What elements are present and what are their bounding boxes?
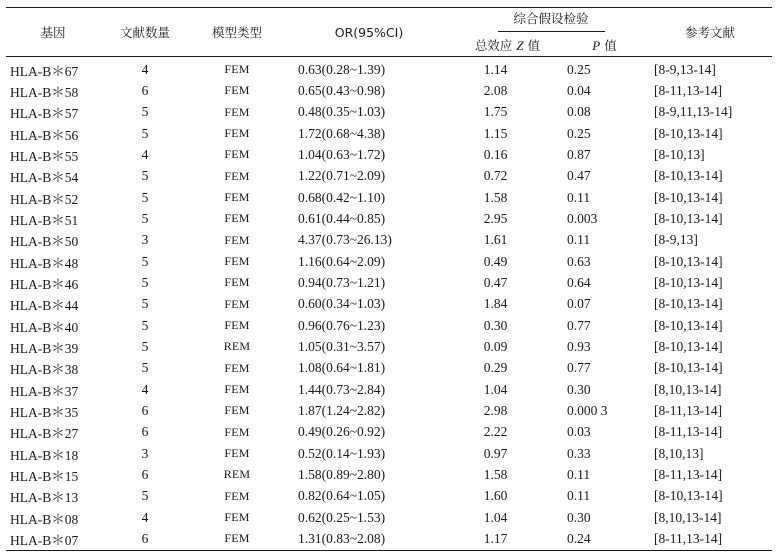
or-ci-cell: 0.68(0.42~1.10) bbox=[298, 189, 386, 205]
gene-cell: HLA-B＊38 bbox=[10, 362, 79, 378]
z-value-cell: 1.15 bbox=[483, 125, 508, 141]
or-ci-cell: 0.60(0.34~1.03) bbox=[298, 296, 386, 312]
model-type-cell: FEM bbox=[224, 424, 250, 439]
references-cell: [8-10,13-14] bbox=[654, 296, 723, 312]
study-count-cell: 4 bbox=[141, 61, 149, 77]
meta-analysis-table bbox=[6, 7, 772, 551]
references-cell: [8-10,13] bbox=[654, 146, 705, 162]
p-value-cell: 0.77 bbox=[567, 317, 591, 333]
z-value-cell: 0.16 bbox=[483, 146, 508, 162]
model-type-cell: FEM bbox=[224, 531, 250, 546]
references-cell: [8-9,13-14] bbox=[654, 61, 716, 77]
z-value-cell: 2.22 bbox=[483, 424, 508, 440]
header-study-count: 文献数量 bbox=[100, 8, 190, 57]
study-count-cell: 6 bbox=[141, 530, 149, 546]
or-ci-cell: 1.22(0.71~2.09) bbox=[298, 168, 386, 184]
references-cell: [8-10,13-14] bbox=[654, 125, 723, 141]
or-ci-cell: 0.82(0.64~1.05) bbox=[298, 488, 386, 504]
study-count-cell: 5 bbox=[141, 210, 149, 226]
p-value-cell: 0.87 bbox=[567, 146, 591, 162]
gene-cell: HLA-B＊35 bbox=[10, 404, 79, 420]
model-type-cell: REM bbox=[223, 467, 251, 482]
study-count-cell: 5 bbox=[141, 189, 149, 205]
gene-cell: HLA-B＊18 bbox=[10, 447, 79, 463]
z-value-cell: 0.47 bbox=[483, 274, 508, 290]
study-count-cell: 6 bbox=[141, 402, 149, 418]
p-value-cell: 0.08 bbox=[567, 104, 591, 120]
study-count-cell: 3 bbox=[141, 445, 149, 461]
gene-cell: HLA-B＊08 bbox=[10, 511, 79, 527]
table-row bbox=[6, 336, 772, 357]
references-cell: [8,10,13] bbox=[654, 445, 704, 461]
table-row bbox=[6, 166, 772, 187]
p-value-cell: 0.000 3 bbox=[567, 402, 608, 418]
gene-cell: HLA-B＊46 bbox=[10, 276, 79, 292]
p-value-cell: 0.24 bbox=[567, 530, 591, 546]
gene-cell: HLA-B＊50 bbox=[10, 234, 79, 250]
table-row bbox=[6, 230, 772, 251]
model-type-cell: FEM bbox=[224, 488, 250, 503]
study-count-cell: 5 bbox=[141, 104, 149, 120]
references-cell: [8-10,13-14] bbox=[654, 210, 723, 226]
model-type-cell: FEM bbox=[224, 296, 250, 311]
or-ci-cell: 0.63(0.28~1.39) bbox=[298, 61, 386, 77]
p-value-cell: 0.30 bbox=[567, 509, 591, 525]
references-cell: [8-10,13-14] bbox=[654, 168, 723, 184]
table-row bbox=[6, 208, 772, 229]
p-value-cell: 0.63 bbox=[567, 253, 591, 269]
gene-cell: HLA-B＊55 bbox=[10, 148, 79, 164]
or-ci-cell: 0.49(0.26~0.92) bbox=[298, 424, 386, 440]
table-row bbox=[6, 272, 772, 293]
z-value-cell: 0.49 bbox=[483, 253, 508, 269]
p-value-cell: 0.47 bbox=[567, 168, 591, 184]
or-ci-cell: 1.44(0.73~2.84) bbox=[298, 381, 386, 397]
references-cell: [8-10,13-14] bbox=[654, 253, 723, 269]
gene-cell: HLA-B＊57 bbox=[10, 106, 79, 122]
table-row bbox=[6, 315, 772, 336]
or-ci-cell: 1.08(0.64~1.81) bbox=[298, 360, 386, 376]
z-value-cell: 1.84 bbox=[483, 296, 508, 312]
p-value-cell: 0.30 bbox=[567, 381, 591, 397]
p-value-cell: 0.11 bbox=[567, 488, 591, 504]
study-count-cell: 5 bbox=[141, 317, 149, 333]
p-value-cell: 0.03 bbox=[567, 424, 591, 440]
p-value-cell: 0.93 bbox=[567, 338, 591, 354]
p-value-cell: 0.64 bbox=[567, 274, 591, 290]
gene-cell: HLA-B＊13 bbox=[10, 490, 79, 506]
study-count-cell: 3 bbox=[141, 232, 149, 248]
references-cell: [8-11,13-14] bbox=[654, 82, 723, 98]
z-value-cell: 1.58 bbox=[483, 466, 508, 482]
z-value-cell: 1.60 bbox=[483, 488, 508, 504]
or-ci-cell: 1.87(1.24~2.82) bbox=[298, 402, 386, 418]
z-value-cell: 1.04 bbox=[483, 381, 508, 397]
z-value-cell: 1.58 bbox=[483, 189, 508, 205]
or-ci-cell: 1.16(0.64~2.09) bbox=[298, 253, 386, 269]
z-value-cell: 0.97 bbox=[483, 445, 508, 461]
table-row bbox=[6, 486, 772, 507]
gene-cell: HLA-B＊58 bbox=[10, 84, 79, 100]
gene-cell: HLA-B＊52 bbox=[10, 191, 79, 207]
study-count-cell: 5 bbox=[141, 296, 149, 312]
model-type-cell: FEM bbox=[224, 254, 250, 269]
p-value-cell: 0.11 bbox=[567, 189, 591, 205]
study-count-cell: 5 bbox=[141, 274, 149, 290]
model-type-cell: REM bbox=[223, 339, 251, 354]
z-value-cell: 2.98 bbox=[483, 402, 508, 418]
table-row bbox=[6, 464, 772, 485]
table-row bbox=[6, 251, 772, 272]
or-ci-cell: 0.94(0.73~1.21) bbox=[298, 274, 386, 290]
references-cell: [8,10,13-14] bbox=[654, 381, 722, 397]
references-cell: [8-10,13-14] bbox=[654, 338, 723, 354]
model-type-cell: FEM bbox=[224, 83, 250, 98]
p-value-cell: 0.33 bbox=[567, 445, 591, 461]
model-type-cell: FEM bbox=[224, 211, 250, 226]
model-type-cell: FEM bbox=[224, 360, 250, 375]
table-row bbox=[6, 144, 772, 165]
header-gene: 基因 bbox=[6, 8, 100, 57]
z-value-cell: 2.08 bbox=[483, 82, 508, 98]
z-value-cell: 1.04 bbox=[483, 509, 508, 525]
p-value-cell: 0.11 bbox=[567, 232, 591, 248]
z-value-cell: 0.09 bbox=[483, 338, 508, 354]
table-row bbox=[6, 528, 772, 550]
references-cell: [8-9,11,13-14] bbox=[654, 104, 733, 120]
z-value-cell: 0.30 bbox=[483, 317, 508, 333]
z-value-cell: 1.61 bbox=[483, 232, 508, 248]
p-value-cell: 0.77 bbox=[567, 360, 591, 376]
references-cell: [8-11,13-14] bbox=[654, 530, 723, 546]
gene-cell: HLA-B＊07 bbox=[10, 532, 79, 548]
study-count-cell: 4 bbox=[141, 146, 149, 162]
references-cell: [8-9,13] bbox=[654, 232, 698, 248]
or-ci-cell: 0.62(0.25~1.53) bbox=[298, 509, 386, 525]
p-value-cell: 0.11 bbox=[567, 466, 591, 482]
study-count-cell: 5 bbox=[141, 338, 149, 354]
model-type-cell: FEM bbox=[224, 510, 250, 525]
table-body bbox=[6, 57, 772, 551]
gene-cell: HLA-B＊54 bbox=[10, 170, 79, 186]
gene-cell: HLA-B＊51 bbox=[10, 212, 79, 228]
references-cell: [8-11,13-14] bbox=[654, 466, 723, 482]
or-ci-cell: 1.58(0.89~2.80) bbox=[298, 466, 386, 482]
table-row bbox=[6, 102, 772, 123]
study-count-cell: 5 bbox=[141, 360, 149, 376]
gene-cell: HLA-B＊15 bbox=[10, 468, 79, 484]
references-cell: [8-11,13-14] bbox=[654, 424, 723, 440]
gene-cell: HLA-B＊27 bbox=[10, 426, 79, 442]
or-ci-cell: 0.48(0.35~1.03) bbox=[298, 104, 386, 120]
header-p-value: P 值 bbox=[561, 33, 648, 56]
z-value-cell: 0.72 bbox=[483, 168, 508, 184]
table-row bbox=[6, 358, 772, 379]
study-count-cell: 4 bbox=[141, 509, 149, 525]
study-count-cell: 5 bbox=[141, 488, 149, 504]
model-type-cell: FEM bbox=[224, 446, 250, 461]
header-z-value: 总效应 Z 值 bbox=[454, 33, 561, 56]
header-hypothesis-test-label: 综合假设检验 bbox=[498, 9, 605, 32]
table-row bbox=[6, 294, 772, 315]
gene-cell: HLA-B＊67 bbox=[10, 63, 79, 79]
gene-cell: HLA-B＊39 bbox=[10, 340, 79, 356]
model-type-cell: FEM bbox=[224, 232, 250, 247]
study-count-cell: 4 bbox=[141, 381, 149, 397]
model-type-cell: FEM bbox=[224, 190, 250, 205]
model-type-cell: FEM bbox=[224, 147, 250, 162]
study-count-cell: 5 bbox=[141, 125, 149, 141]
references-cell: [8-10,13-14] bbox=[654, 488, 723, 504]
model-type-cell: FEM bbox=[224, 382, 250, 397]
model-type-cell: FEM bbox=[224, 403, 250, 418]
z-value-cell: 2.95 bbox=[483, 210, 508, 226]
header-model-type: 模型类型 bbox=[190, 8, 284, 57]
table-row bbox=[6, 123, 772, 144]
gene-cell: HLA-B＊48 bbox=[10, 255, 79, 271]
study-count-cell: 6 bbox=[141, 82, 149, 98]
model-type-cell: FEM bbox=[224, 62, 250, 77]
references-cell: [8,10,13-14] bbox=[654, 509, 722, 525]
references-cell: [8-10,13-14] bbox=[654, 274, 723, 290]
model-type-cell: FEM bbox=[224, 104, 250, 119]
table-row bbox=[6, 507, 772, 528]
or-ci-cell: 1.31(0.83~2.08) bbox=[298, 530, 386, 546]
header-hypothesis-test bbox=[454, 8, 648, 34]
table-row bbox=[6, 57, 772, 81]
model-type-cell: FEM bbox=[224, 168, 250, 183]
gene-cell: HLA-B＊56 bbox=[10, 127, 79, 143]
study-count-cell: 5 bbox=[141, 253, 149, 269]
p-value-cell: 0.07 bbox=[567, 296, 591, 312]
study-count-cell: 6 bbox=[141, 466, 149, 482]
or-ci-cell: 0.96(0.76~1.23) bbox=[298, 317, 386, 333]
table-row bbox=[6, 187, 772, 208]
header-references: 参考文献 bbox=[648, 8, 772, 57]
or-ci-cell: 0.61(0.44~0.85) bbox=[298, 210, 386, 226]
study-count-cell: 5 bbox=[141, 168, 149, 184]
or-ci-cell: 1.72(0.68~4.38) bbox=[298, 125, 386, 141]
gene-cell: HLA-B＊40 bbox=[10, 319, 79, 335]
or-ci-cell: 1.05(0.31~3.57) bbox=[298, 338, 386, 354]
p-value-cell: 0.003 bbox=[567, 210, 598, 226]
references-cell: [8-11,13-14] bbox=[654, 402, 723, 418]
table-row bbox=[6, 379, 772, 400]
study-count-cell: 6 bbox=[141, 424, 149, 440]
z-value-cell: 1.14 bbox=[483, 61, 508, 77]
p-value-cell: 0.25 bbox=[567, 125, 591, 141]
or-ci-cell: 1.04(0.63~1.72) bbox=[298, 146, 386, 162]
z-value-cell: 0.29 bbox=[483, 360, 508, 376]
table-row bbox=[6, 400, 772, 421]
model-type-cell: FEM bbox=[224, 126, 250, 141]
p-value-cell: 0.25 bbox=[567, 61, 591, 77]
z-value-cell: 1.75 bbox=[483, 104, 508, 120]
references-cell: [8-10,13-14] bbox=[654, 189, 723, 205]
table-row bbox=[6, 80, 772, 101]
table-row bbox=[6, 422, 772, 443]
table-row bbox=[6, 443, 772, 464]
gene-cell: HLA-B＊44 bbox=[10, 298, 79, 314]
references-cell: [8-10,13-14] bbox=[654, 317, 723, 333]
model-type-cell: FEM bbox=[224, 275, 250, 290]
or-ci-cell: 4.37(0.73~26.13) bbox=[298, 232, 392, 248]
or-ci-cell: 0.65(0.43~0.98) bbox=[298, 82, 386, 98]
gene-cell: HLA-B＊37 bbox=[10, 383, 79, 399]
model-type-cell: FEM bbox=[224, 318, 250, 333]
header-or-ci: OR(95%CI) bbox=[284, 8, 454, 57]
p-value-cell: 0.04 bbox=[567, 82, 591, 98]
or-ci-cell: 0.52(0.14~1.93) bbox=[298, 445, 386, 461]
z-value-cell: 1.17 bbox=[483, 530, 508, 546]
references-cell: [8-10,13-14] bbox=[654, 360, 723, 376]
